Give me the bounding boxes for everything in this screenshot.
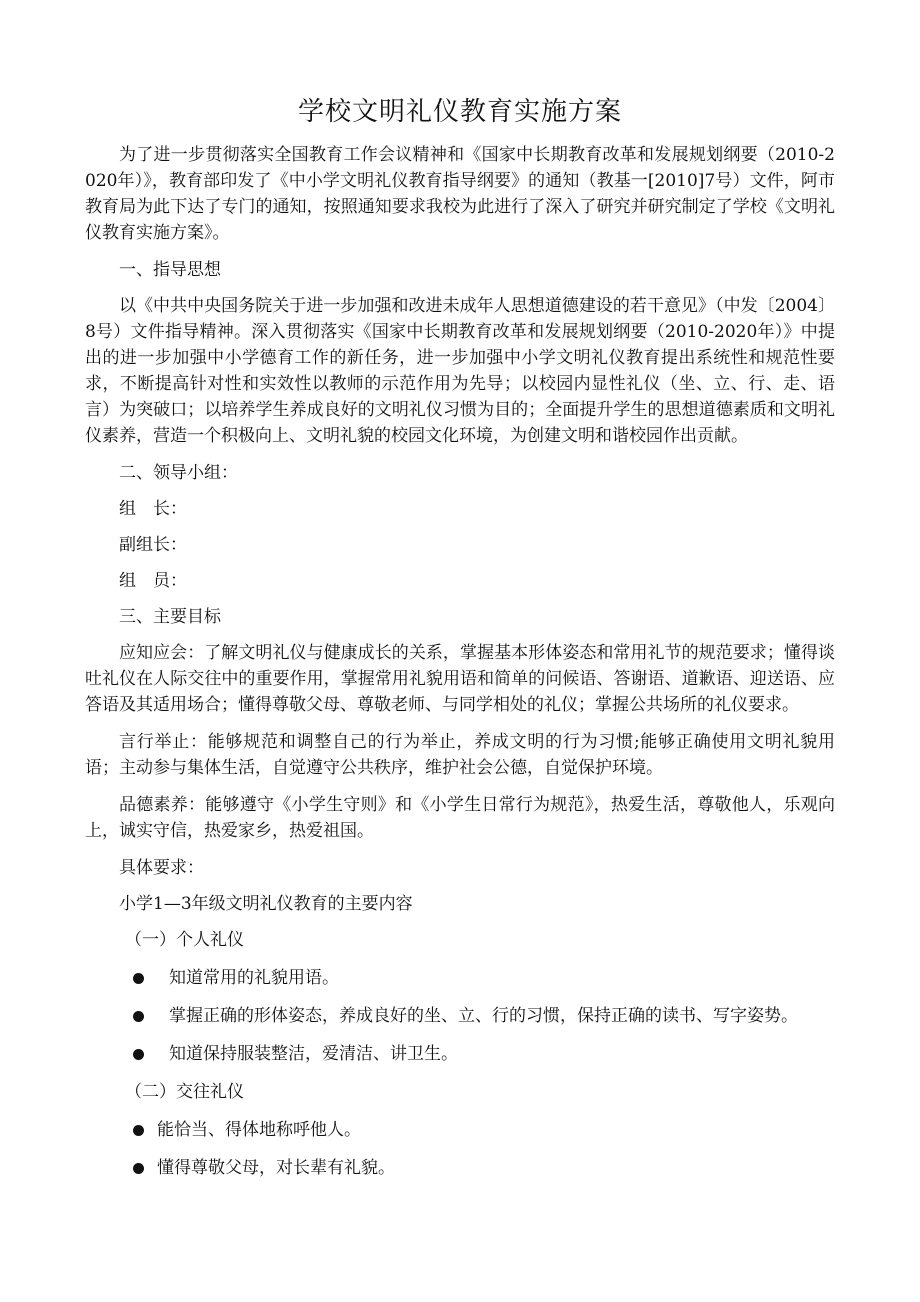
list-item: 掌握正确的形体姿态，养成良好的坐、立、行的习惯，保持正确的读书、写字姿势。 <box>85 1003 835 1029</box>
bullet-icon <box>133 973 144 984</box>
list-item: 知道常用的礼貌用语。 <box>85 965 835 991</box>
specific-requirements-heading: 具体要求： <box>119 858 204 878</box>
goal-behavior-paragraph: 言行举止：能够规范和调整自己的行为举止，养成文明的行为习惯;能够正确使用文明礼貌用语；主动参与集体生活，自觉遵守公共秩序，维护社会公德，自觉保护环境。 <box>85 732 835 778</box>
intro-paragraph: 为了进一步贯彻落实全国教育工作会议精神和《国家中长期教育改革和发展规划纲要（2010-2020年）》，教育部印发了《中小学文明礼仪教育指导纲要》的通知（教基一[2010]7号）文件，阿市教育局为此下达了专门的通知，按照通知要求我校为此进行了深入了研究并研究制定了学校《文明礼仪教育实施方案》。 <box>85 145 835 243</box>
list-item: 懂得尊敬父母，对长辈有礼貌。 <box>85 1155 835 1181</box>
goal-knowledge-paragraph: 应知应会：了解文明礼仪与健康成长的关系，掌握基本形体姿态和常用礼节的规范要求；懂得谈吐礼仪在人际交往中的重要作用，掌握常用礼貌用语和简单的问候语、答谢语、道歉语、迎送语、应答语及其适用场合；懂得尊敬父母、尊敬老师、与同学相处的礼仪；掌握公共场所的礼仪要求。 <box>85 643 835 715</box>
guiding-ideology-paragraph: 以《中共中央国务院关于进一步加强和改进未成年人思想道德建设的若干意见》（中发〔2004〕8号）文件指导精神。深入贯彻落实《国家中长期教育改革和发展规划纲要（2010-2020年）》中提出的进一步加强中小学德育工作的新任务，进一步加强中小学文明礼仪教育提出系统性和规范性要求，不断提高针对性和实效性以教师的示范作用为先导；以校园内显性礼仪（坐、立、行、走、语言）为突破口；以培养学生养成良好的文明礼仪习惯为目的；全面提升学生的思想道德素质和文明礼仪素养，营造一个积极向上、文明礼貌的校园文化环境，为创建文明和谐校园作出贡献。 <box>85 296 835 446</box>
subheading-social-etiquette: （二）交往礼仪 <box>125 1082 244 1102</box>
vice-leader-line: 副组长： <box>119 535 187 555</box>
bullet-icon <box>133 1011 144 1022</box>
list-item: 知道保持服装整洁，爱清洁、讲卫生。 <box>85 1041 835 1067</box>
goal-morality-paragraph: 品德素养：能够遵守《小学生守则》和《小学生日常行为规范》，热爱生活，尊敬他人，乐观向上，诚实守信，热爱家乡，热爱祖国。 <box>85 795 835 841</box>
bullet-icon <box>133 1125 144 1136</box>
section-heading-leadership-group: 二、领导小组： <box>119 463 238 483</box>
bullet-icon <box>133 1049 144 1060</box>
subheading-personal-etiquette: （一）个人礼仪 <box>125 930 244 950</box>
leader-line: 组 长： <box>119 499 187 519</box>
members-line: 组 员： <box>119 571 187 591</box>
list-item: 能恰当、得体地称呼他人。 <box>85 1117 835 1143</box>
section-heading-main-goals: 三、主要目标 <box>119 607 221 627</box>
grade-content-heading: 小学1—3年级文明礼仪教育的主要内容 <box>119 894 413 914</box>
section-heading-guiding-ideology: 一、指导思想 <box>119 260 221 280</box>
document-title: 学校文明礼仪教育实施方案 <box>297 97 622 127</box>
bullet-icon <box>133 1163 144 1174</box>
